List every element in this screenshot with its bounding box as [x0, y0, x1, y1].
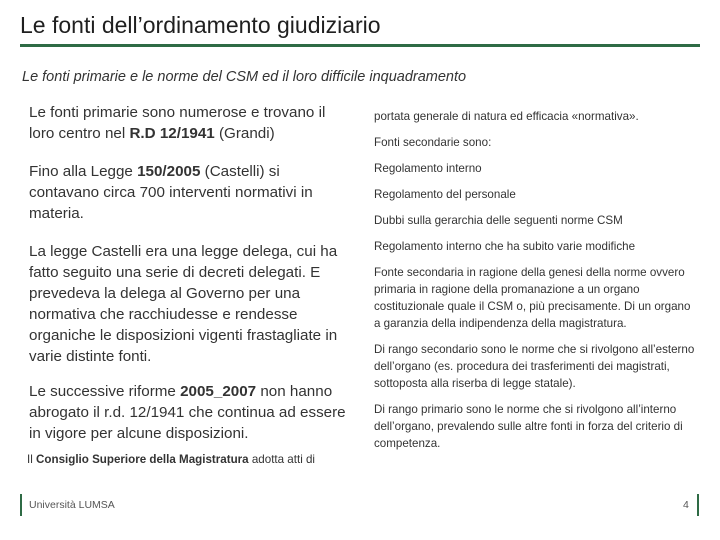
- left-p4-bold: 2005_2007: [180, 383, 257, 400]
- bottom-text-bold: Consiglio Superiore della Magistratura: [36, 453, 249, 466]
- left-p2-text: Fino alla Legge: [29, 163, 138, 180]
- right-item-4: Regolamento del personale: [374, 188, 516, 201]
- footer-right-bar: [697, 494, 699, 516]
- footer-organization: Università LUMSA: [29, 499, 115, 511]
- right-item-8: Di rango secondario sono le norme che si rivolgono all’esterno dell’organo (es. procedura dei trasferimenti dei magistrati, sottoposta alla riserba di legge statale).: [374, 343, 695, 390]
- page-number: 4: [683, 499, 689, 511]
- right-item-9: Di rango primario sono le norme che si rivolgono all’interno dell’organo, prevalendo sulle altre fonti in forza del criterio di competenza.: [374, 403, 683, 450]
- left-p1-tail: (Grandi): [214, 125, 275, 142]
- left-p1-text: Le fonti primarie sono numerose e trovano il loro centro nel: [29, 104, 326, 142]
- left-p4-text: Le successive riforme: [29, 383, 181, 400]
- right-item-7: Fonte secondaria in ragione della genesi della norme ovvero primaria in ragione della promanazione a un organo costituzionale quale il CSM o, più precisamente. Di un organo a garanzia della indipendenza della magistratura.: [374, 266, 691, 330]
- right-item-3: Regolamento interno: [374, 162, 482, 175]
- title-divider: [20, 44, 700, 47]
- left-paragraph-3: La legge Castelli era una legge delega, cui ha fatto seguito una serie di decreti delegati. E prevedeva la delega al Governo per una normativa che racchiudesse e rendesse organiche le disposizioni vigenti frastagliate in varie distinte fonti.: [29, 243, 338, 365]
- left-paragraph-1: [29, 102, 349, 144]
- footer-left-bar: [20, 494, 22, 516]
- left-paragraph-2: [29, 161, 349, 224]
- bottom-text-start: Il: [27, 453, 37, 466]
- left-p2-tail: (Castelli) si contavano circa 700 interventi normativi in materia.: [29, 163, 313, 222]
- bottom-text-end: adotta atti di: [248, 453, 316, 466]
- left-p4-tail: non hanno abrogato il r.d. 12/1941 che continua ad essere in vigore per alcune disposizioni.: [29, 383, 346, 442]
- left-paragraph-4: [29, 381, 349, 444]
- right-item-1: portata generale di natura ed efficacia «normativa».: [374, 110, 639, 123]
- page-title: Le fonti dell’ordinamento giudiziario: [20, 12, 381, 38]
- left-p2-bold: 150/2005: [137, 163, 201, 180]
- right-item-5: Dubbi sulla gerarchia delle seguenti norme CSM: [374, 214, 623, 227]
- left-p1-bold: R.D 12/1941: [129, 125, 215, 142]
- right-item-6: Regolamento interno che ha subito varie modifiche: [374, 240, 636, 253]
- slide-subtitle: Le fonti primarie e le norme del CSM ed il loro difficile inquadramento: [22, 69, 467, 85]
- right-column: [374, 108, 699, 452]
- left-column: [29, 102, 349, 461]
- bottom-text: [27, 453, 315, 466]
- right-item-2: Fonti secondarie sono:: [374, 136, 492, 149]
